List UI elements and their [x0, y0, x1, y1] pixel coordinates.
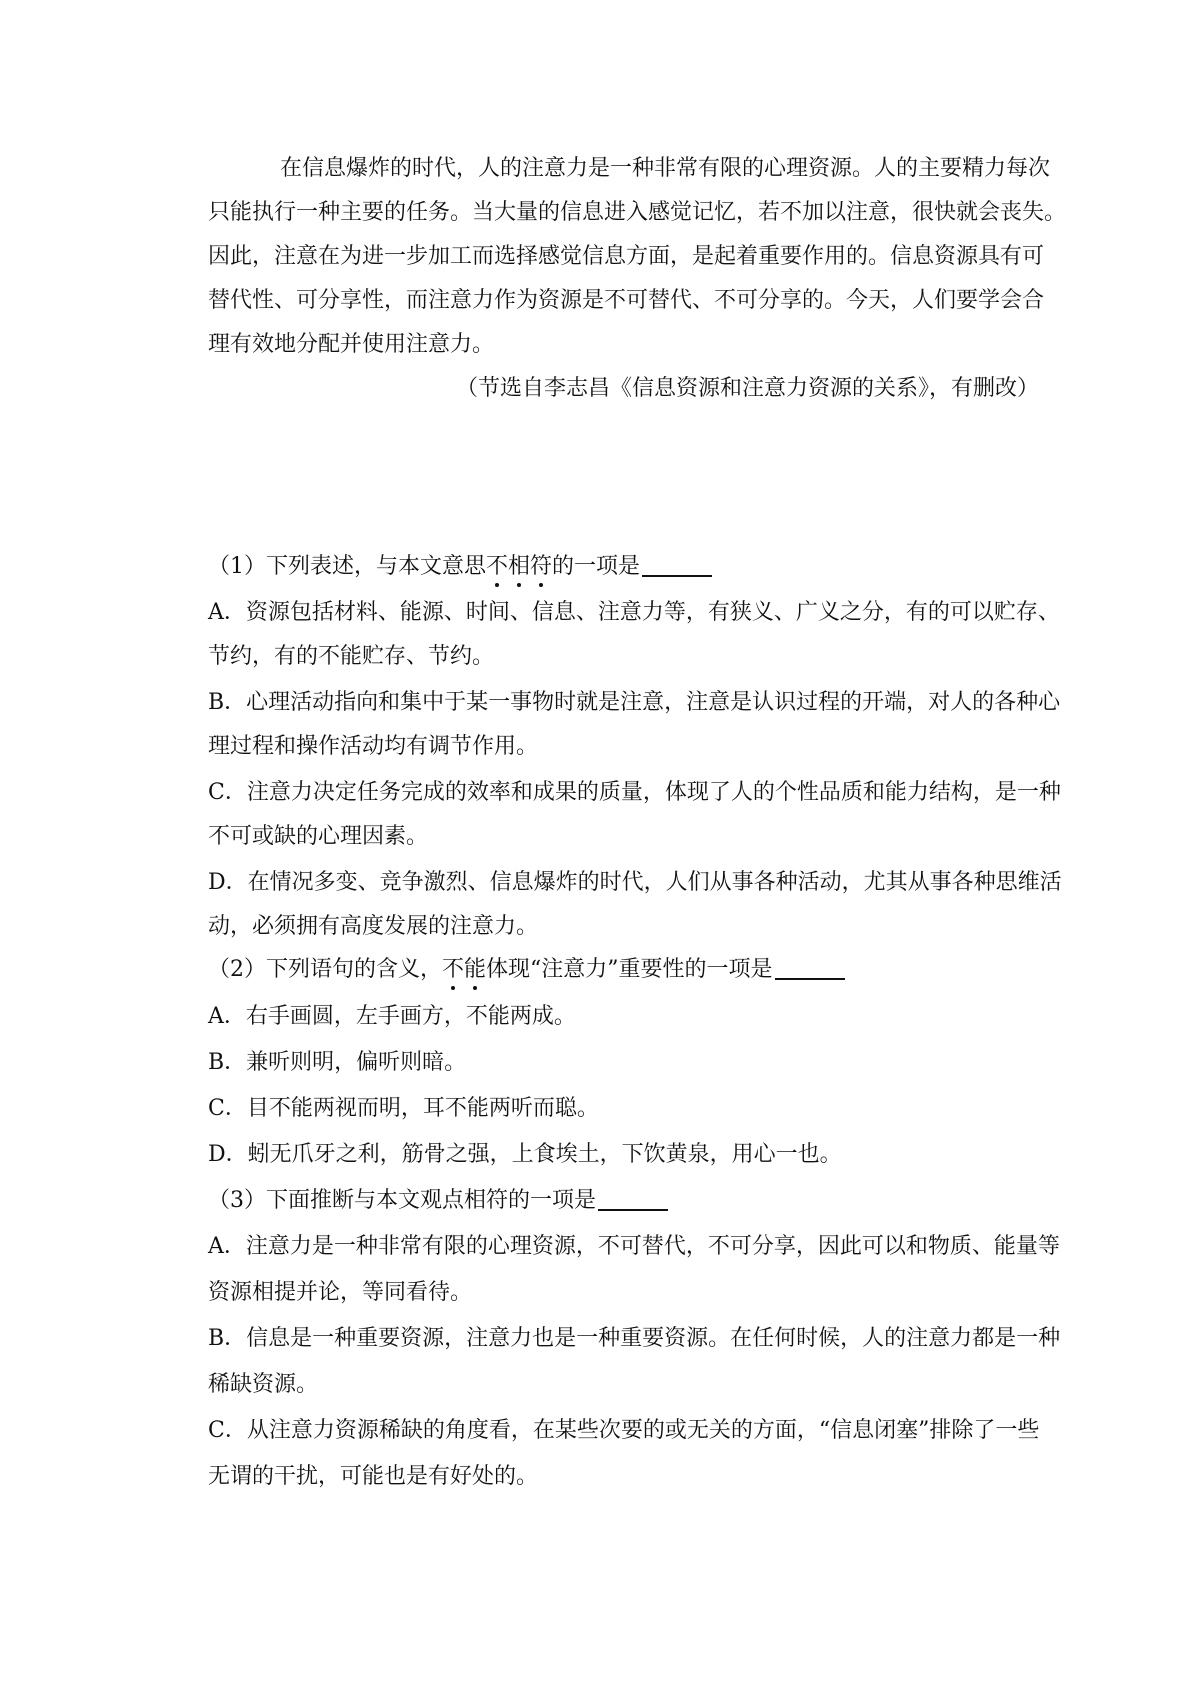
passage-line: 理有效地分配并使用注意力。: [208, 332, 495, 357]
option-line: 动，必须拥有高度发展的注意力。: [208, 914, 539, 939]
option-line: 节约，有的不能贮存、节约。: [208, 644, 495, 669]
option-line: C．从注意力资源稀缺的角度看，在某些次要的或无关的方面，“信息闭塞”排除了一些: [208, 1418, 1040, 1443]
option-line: B．兼听则明，偏听则暗。: [208, 1050, 467, 1075]
option-line: 理过程和操作活动均有调节作用。: [208, 734, 539, 759]
option-line: B．心理活动指向和集中于某一事物时就是注意，注意是认识过程的开端，对人的各种心: [208, 690, 1061, 715]
option-line: D．蚓无爪牙之利，筋骨之强，上食埃土，下饮黄泉，用心一也。: [208, 1142, 842, 1167]
question-2-stem: [208, 955, 845, 985]
question-2-prefix: （2）下列语句的含义，: [208, 957, 442, 982]
option-line: 稀缺资源。: [208, 1372, 319, 1397]
answer-blank: [642, 555, 712, 577]
emphasis-char: 不: [442, 957, 465, 982]
answer-blank: [598, 1189, 668, 1211]
option-line: A．右手画圆，左手画方，不能两成。: [208, 1004, 576, 1029]
option-line: 不可或缺的心理因素。: [208, 824, 429, 849]
option-line: B．信息是一种重要资源，注意力也是一种重要资源。在任何时候，人的注意力都是一种: [208, 1326, 1061, 1351]
emphasis-char: 不: [486, 554, 509, 579]
option-line: C．目不能两视而明，耳不能两听而聪。: [208, 1096, 599, 1121]
question-3-prefix: （3）下面推断与本文观点相符的一项是: [208, 1188, 596, 1213]
answer-blank: [775, 958, 845, 980]
option-line: 无谓的干扰，可能也是有好处的。: [208, 1464, 539, 1489]
passage-source: （节选自李志昌《信息资源和注意力资源的关系》，有删改）: [456, 376, 1040, 401]
passage-line: 替代性、可分享性，而注意力作为资源是不可替代、不可分享的。今天，人们要学会合: [208, 288, 1045, 313]
question-3-stem: [208, 1186, 668, 1216]
option-line: A．注意力是一种非常有限的心理资源，不可替代，不可分享，因此可以和物质、能量等: [208, 1234, 1060, 1259]
question-1-prefix: （1）下列表述，与本文意思: [208, 554, 486, 579]
question-2-suffix: 体现“注意力”重要性的一项是: [486, 957, 773, 982]
emphasis-char: 相: [508, 554, 531, 579]
option-line: D．在情况多变、竞争激烈、信息爆炸的时代，人们从事各种活动，尤其从事各种思维活: [208, 870, 1062, 895]
option-line: C．注意力决定任务完成的效率和成果的质量，体现了人的个性品质和能力结构，是一种: [208, 780, 1061, 805]
question-1-stem: [208, 552, 712, 582]
emphasis-char: 能: [464, 957, 487, 982]
option-line: 资源相提并论，等同看待。: [208, 1280, 473, 1305]
question-1-suffix: 的一项是: [552, 554, 641, 579]
passage-line: 因此，注意在为进一步加工而选择感觉信息方面，是起着重要作用的。信息资源具有可: [208, 244, 1045, 269]
emphasis-char: 符: [530, 554, 553, 579]
passage-line: 只能执行一种主要的任务。当大量的信息进入感觉记忆，若不加以注意，很快就会丧失。: [208, 200, 1067, 225]
option-line: A．资源包括材料、能源、时间、信息、注意力等，有狭义、广义之分，有的可以贮存、: [208, 600, 1060, 625]
passage-line: 在信息爆炸的时代，人的注意力是一种非常有限的心理资源。人的主要精力每次: [280, 156, 1051, 181]
